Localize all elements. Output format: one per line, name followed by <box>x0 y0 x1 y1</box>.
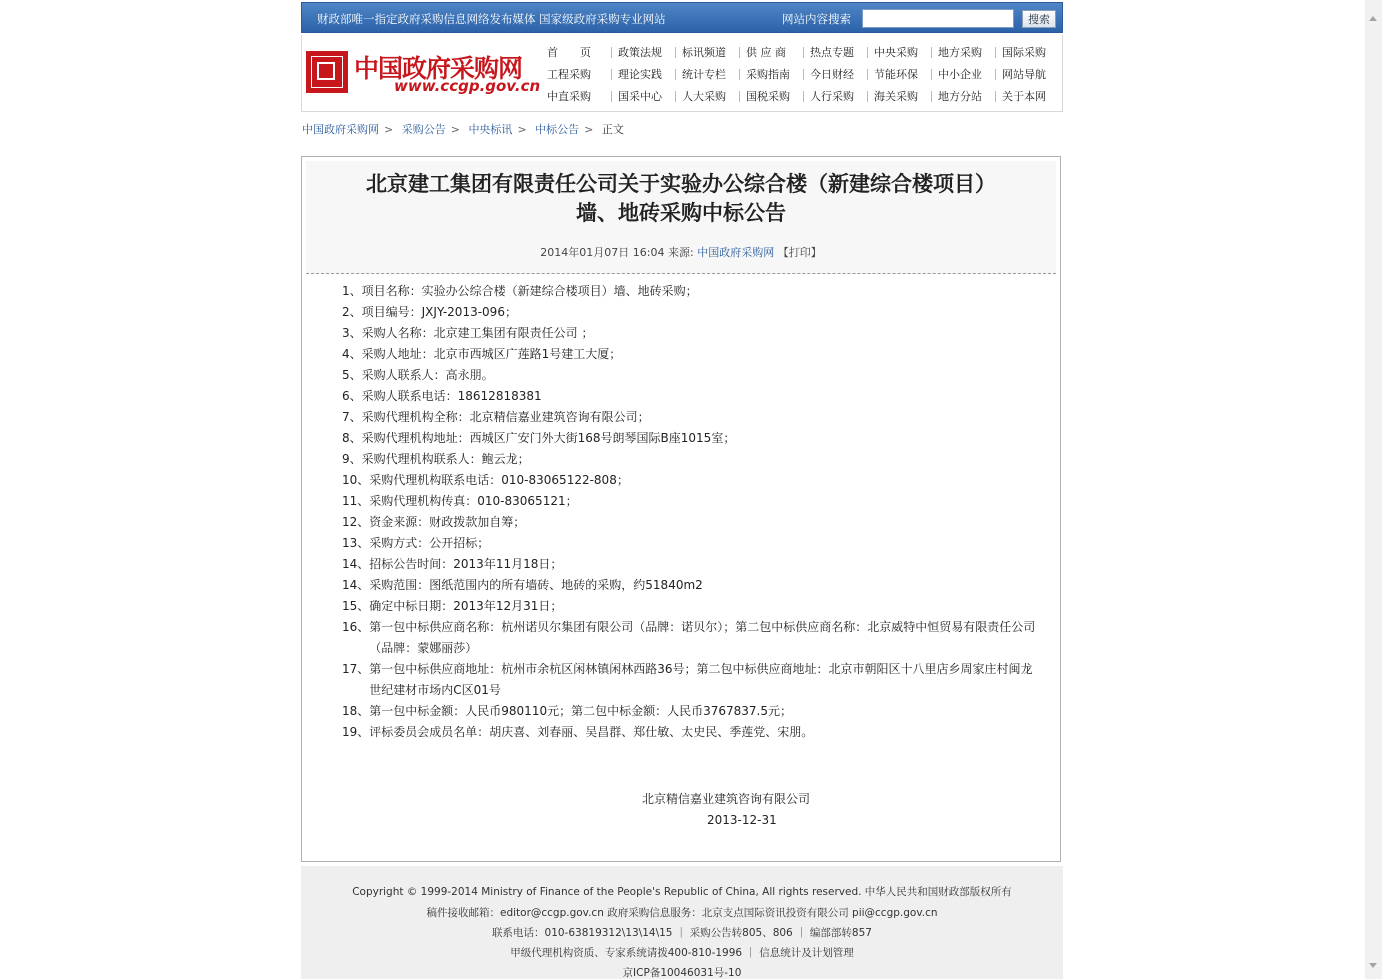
breadcrumb-separator: > <box>384 123 394 136</box>
article-item <box>342 365 1042 386</box>
nav-divider <box>995 69 996 80</box>
footer-phone: 联系电话：010-63819312\13\14\15 ｜ 采购公告转805、806 ｜ 编部部转857 <box>492 927 872 939</box>
article-item-number: 19、 <box>342 725 370 739</box>
nav-item[interactable] <box>547 44 611 60</box>
breadcrumb-link[interactable]: 采购公告 <box>401 123 446 136</box>
nav-item-label: 中小企业 <box>938 68 982 81</box>
nav-item[interactable] <box>931 88 995 104</box>
article-item-number: 11、 <box>342 494 370 508</box>
nav-item[interactable] <box>675 66 739 82</box>
nav-item-label: 今日财经 <box>810 68 854 81</box>
nav-divider <box>611 91 612 102</box>
nav-item[interactable] <box>611 44 675 60</box>
article-item-text: 确定中标日期：2013年12月31日； <box>369 599 563 613</box>
source-link[interactable]: 中国政府采购网 <box>697 246 775 259</box>
article-item <box>342 470 1042 491</box>
article-item <box>342 512 1042 533</box>
nav-item-label: 关于本网 <box>1002 90 1046 103</box>
article-item-number: 14、 <box>342 557 370 571</box>
nav-divider <box>739 91 740 102</box>
publish-date: 2014年01月07日 16:04 <box>540 246 665 259</box>
article-item <box>342 701 1042 722</box>
article-item <box>342 449 1042 470</box>
nav-item-label: 海关采购 <box>874 90 918 103</box>
article-title <box>306 169 1056 227</box>
article-item-number: 10、 <box>342 473 370 487</box>
vertical-scrollbar[interactable] <box>1365 0 1382 979</box>
nav-divider <box>867 91 868 102</box>
article-item-text: 采购人联系电话：18612818381 <box>361 389 542 403</box>
nav-item-label: 热点专题 <box>810 46 854 59</box>
nav-divider <box>739 47 740 58</box>
nav-item[interactable] <box>739 88 803 104</box>
article-item-text: 采购代理机构传真：010-83065121； <box>369 494 578 508</box>
article-item-text: 项目名称：实验办公综合楼（新建综合楼项目）墙、地砖采购； <box>361 284 698 298</box>
breadcrumb-link[interactable]: 中国政府采购网 <box>302 123 379 136</box>
article-item-number: 16、 <box>342 620 370 634</box>
footer-contact-email: 稿件接收邮箱：editor@ccgp.gov.cn 政府采购信息服务：北京支点国际资讯投资有限公司 pii@ccgp.gov.cn <box>426 907 938 919</box>
breadcrumb <box>302 121 627 137</box>
search-button[interactable]: 搜索 <box>1022 10 1056 28</box>
nav-item[interactable] <box>803 88 867 104</box>
nav-item-label: 地方分站 <box>938 90 982 103</box>
article-item <box>342 407 1042 428</box>
article-item-number: 1、 <box>342 284 362 298</box>
nav-divider <box>995 91 996 102</box>
article-item-text: 资金来源：财政拨款加自筹； <box>369 515 526 529</box>
nav-item-label: 人行采购 <box>810 90 854 103</box>
nav-item-label: 采购指南 <box>746 68 790 81</box>
scroll-down-icon[interactable] <box>1369 963 1377 968</box>
article-item-text: 采购人联系人：高永朋。 <box>361 368 494 382</box>
article-item-number: 8、 <box>342 431 362 445</box>
site-slogan: 财政部唯一指定政府采购信息网络发布媒体 国家级政府采购专业网站 <box>317 12 666 26</box>
article-item-text: 采购方式：公开招标； <box>369 536 490 550</box>
nav-item-label: 理论实践 <box>618 68 662 81</box>
nav-divider <box>931 47 932 58</box>
nav-item-label: 统计专栏 <box>682 68 726 81</box>
nav-item[interactable] <box>995 88 1059 104</box>
logo-url: www.ccgp.gov.cn <box>394 77 541 95</box>
nav-item[interactable] <box>803 44 867 60</box>
article-meta <box>306 244 1056 260</box>
article-item-number: 7、 <box>342 410 362 424</box>
nav-item-label: 地方采购 <box>938 46 982 59</box>
article-item-text: 项目编号：JXJY-2013-096； <box>361 305 517 319</box>
logo-name: 中国政府采购网 <box>354 54 523 83</box>
breadcrumb-link[interactable]: 中标公告 <box>535 123 580 136</box>
breadcrumb-current: 正文 <box>601 123 624 136</box>
nav-item[interactable] <box>867 44 931 60</box>
nav-row-3 <box>547 85 1059 107</box>
article-item-text: 采购代理机构联系人：鲍云龙； <box>361 452 530 466</box>
nav-row-2 <box>547 63 1059 85</box>
nav-item[interactable] <box>803 66 867 82</box>
seal-logo-icon <box>306 51 348 93</box>
nav-item-label: 标讯频道 <box>682 46 726 59</box>
top-bar <box>301 2 1063 33</box>
article-item <box>342 428 1042 449</box>
breadcrumb-separator: > <box>584 123 594 136</box>
article-item-text: 第一包中标金额：人民币980110元；第二包中标金额：人民币3767837.5元； <box>369 704 792 718</box>
article-item-number: 14、 <box>342 578 370 592</box>
article-title-line-2: 墙、地砖采购中标公告 <box>576 200 786 225</box>
article-item <box>342 659 1042 701</box>
article-item-number: 2、 <box>342 305 362 319</box>
nav-divider <box>803 69 804 80</box>
nav-item[interactable] <box>995 66 1059 82</box>
nav-divider <box>931 91 932 102</box>
nav-item-label: 国税采购 <box>746 90 790 103</box>
nav-item-label: 中直采购 <box>547 90 591 103</box>
nav-item-label: 政策法规 <box>618 46 662 59</box>
article-item-number: 6、 <box>342 389 362 403</box>
article-item <box>342 344 1042 365</box>
article-item <box>342 722 1042 743</box>
article-item-number: 5、 <box>342 368 362 382</box>
breadcrumb-separator: > <box>450 123 460 136</box>
article-item-text: 采购范围：图纸范围内的所有墙砖、地砖的采购，约51840m2 <box>369 578 703 592</box>
nav-item-label: 首 页 <box>547 46 591 59</box>
nav-item-label: 工程采购 <box>547 68 591 81</box>
nav-item[interactable] <box>547 66 611 82</box>
article-item-text: 采购代理机构地址：西城区广安门外大街168号朗琴国际B座1015室； <box>361 431 736 445</box>
nav-divider <box>675 69 676 80</box>
footer-copyright: Copyright © 1999-2014 Ministry of Finance of the People's Republic of China, All rights reserved. 中华人民共和国财政部版权所有 <box>352 886 1012 898</box>
source-label: 来源: <box>667 246 694 259</box>
article-item <box>342 617 1042 659</box>
article-item-number: 18、 <box>342 704 370 718</box>
article-item <box>342 533 1042 554</box>
nav-item[interactable] <box>739 66 803 82</box>
nav-item-label: 国采中心 <box>618 90 662 103</box>
article-item-text: 第一包中标供应商名称：杭州诺贝尔集团有限公司（品牌：诺贝尔）；第二包中标供应商名称：北京威特中恒贸易有限责任公司（品牌：蒙娜丽莎） <box>369 620 1036 655</box>
article-title-line-1: 北京建工集团有限责任公司关于实验办公综合楼（新建综合楼项目） <box>366 171 996 196</box>
article-item-text: 采购代理机构全称：北京精信嘉业建筑咨询有限公司； <box>361 410 650 424</box>
breadcrumb-separator: > <box>517 123 527 136</box>
article-item <box>342 281 1042 302</box>
print-link[interactable]: 【打印】 <box>777 246 822 259</box>
nav-divider <box>739 69 740 80</box>
article-item-text: 采购人名称：北京建工集团有限责任公司 ； <box>361 326 594 340</box>
article-item-text: 第一包中标供应商地址：杭州市余杭区闲林镇闲林西路36号；第二包中标供应商地址：北京市朝阳区十八里店乡周家庄村闽龙世纪建材市场内C区01号 <box>369 662 1033 697</box>
article-item-number: 15、 <box>342 599 370 613</box>
article-item-number: 12、 <box>342 515 370 529</box>
nav-item[interactable] <box>867 66 931 82</box>
article-item <box>342 554 1042 575</box>
nav-item[interactable] <box>931 66 995 82</box>
article-item-text: 采购人地址：北京市西城区广莲路1号建工大厦； <box>361 347 622 361</box>
article-item-text: 评标委员会成员名单：胡庆喜、刘春丽、吴昌群、郑仕敏、太史民、季莲党、宋朋。 <box>369 725 814 739</box>
nav-divider <box>931 69 932 80</box>
nav-item-label: 人大采购 <box>682 90 726 103</box>
nav-divider <box>803 47 804 58</box>
site-header <box>301 35 1063 112</box>
article-item <box>342 596 1042 617</box>
nav-divider <box>995 47 996 58</box>
breadcrumb-link[interactable]: 中央标讯 <box>468 123 513 136</box>
nav-divider <box>803 91 804 102</box>
article-item-text: 采购代理机构联系电话：010-83065122-808； <box>369 473 629 487</box>
article-item-number: 3、 <box>342 326 362 340</box>
nav-item-label: 网站导航 <box>1002 68 1046 81</box>
nav-item[interactable] <box>867 88 931 104</box>
article-item-number: 4、 <box>342 347 362 361</box>
search-input[interactable] <box>862 9 1014 28</box>
nav-item[interactable] <box>739 44 803 60</box>
article-header <box>306 161 1056 274</box>
nav-item[interactable] <box>675 44 739 60</box>
nav-item[interactable] <box>995 44 1059 60</box>
article-item-number: 13、 <box>342 536 370 550</box>
nav-item-label: 节能环保 <box>874 68 918 81</box>
nav-divider <box>867 69 868 80</box>
article-body-list <box>342 281 1042 743</box>
nav-divider <box>675 47 676 58</box>
footer-icp[interactable]: 京ICP备10046031号-10 <box>622 967 742 979</box>
nav-row-1 <box>547 41 1059 63</box>
article-item-text: 招标公告时间：2013年11月18日； <box>369 557 563 571</box>
scroll-up-icon[interactable] <box>1369 16 1377 21</box>
nav-item[interactable] <box>675 88 739 104</box>
article-item <box>342 575 1042 596</box>
article-item <box>342 323 1042 344</box>
nav-item[interactable] <box>547 88 611 104</box>
article-item <box>342 302 1042 323</box>
nav-divider <box>611 69 612 80</box>
article-item-number: 9、 <box>342 452 362 466</box>
article-item-number: 17、 <box>342 662 370 676</box>
nav-item-label: 供 应 商 <box>746 46 786 59</box>
nav-item-label: 国际采购 <box>1002 46 1046 59</box>
main-nav <box>547 41 1059 107</box>
nav-item[interactable] <box>931 44 995 60</box>
nav-divider <box>867 47 868 58</box>
signature-company: 北京精信嘉业建筑咨询有限公司 <box>642 792 811 806</box>
site-footer <box>301 866 1063 979</box>
signature-date: 2013-12-31 <box>707 813 777 827</box>
nav-divider <box>675 91 676 102</box>
nav-item-label: 中央采购 <box>874 46 918 59</box>
footer-hotline: 甲级代理机构资质、专家系统请拨400-810-1996 ｜ 信息统计及计划管理 <box>510 947 854 959</box>
site-logo[interactable] <box>306 49 542 97</box>
nav-divider <box>611 47 612 58</box>
article <box>301 156 1061 862</box>
article-item <box>342 386 1042 407</box>
search-label: 网站内容搜索 <box>782 12 851 26</box>
nav-item[interactable] <box>611 88 675 104</box>
article-item <box>342 491 1042 512</box>
nav-item[interactable] <box>611 66 675 82</box>
